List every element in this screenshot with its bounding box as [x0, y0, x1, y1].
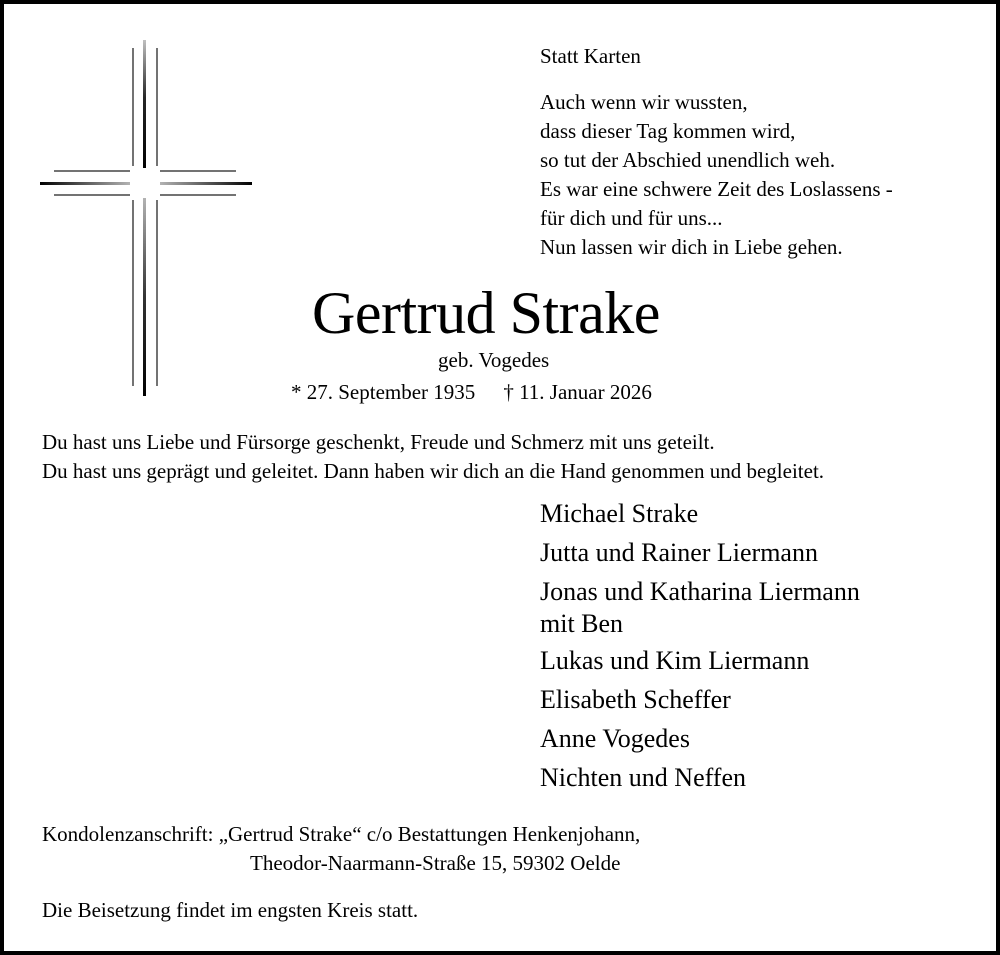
maiden-name: geb. Vogedes: [438, 348, 550, 372]
condolence-line: Kondolenzanschrift: „Gertrud Strake“ c/o Bestattungen Henkenjohann,: [42, 822, 641, 846]
statt-karten-label: Statt Karten: [540, 44, 641, 68]
poem-line: Auch wenn wir wussten,: [540, 90, 748, 114]
mourner: [540, 645, 860, 677]
mourner-name: Michael Strake: [540, 499, 699, 528]
cross-icon: [40, 40, 252, 396]
mourner: [540, 498, 860, 530]
mourner-name: Jonas und Katharina Liermann: [540, 577, 860, 606]
mourner: [540, 762, 860, 794]
poem-line: für dich und für uns...: [540, 206, 723, 230]
poem-line: dass dieser Tag kommen wird,: [540, 119, 796, 143]
mourner-name: Anne Vogedes: [540, 724, 690, 753]
mourner: [540, 537, 860, 569]
mourner: [540, 576, 860, 640]
dedication: [42, 428, 824, 486]
condolence-line: Theodor-Naarmann-Straße 15, 59302 Oelde: [250, 851, 621, 875]
poem-line: Es war eine schwere Zeit des Loslassens -: [540, 177, 893, 201]
dedication-line: Du hast uns geprägt und geleitet. Dann haben wir dich an die Hand genommen und begleitet.: [42, 459, 825, 483]
mourner-name: Nichten und Neffen: [540, 763, 747, 792]
death-date: † 11. Januar 2026: [503, 380, 652, 404]
mourner-name: Elisabeth Scheffer: [540, 685, 731, 714]
mourner-name: Jutta und Rainer Liermann: [540, 538, 818, 567]
poem: [540, 88, 893, 262]
dedication-line: Du hast uns Liebe und Fürsorge geschenkt, Freude und Schmerz mit uns geteilt.: [42, 430, 715, 454]
mourner: [540, 684, 860, 716]
deceased-name: Gertrud Strake: [312, 280, 660, 346]
burial-note: Die Beisetzung findet im engsten Kreis statt.: [42, 898, 419, 922]
mourner-name: Lukas und Kim Liermann: [540, 646, 810, 675]
mourner: [540, 723, 860, 755]
poem-line: so tut der Abschied unendlich weh.: [540, 148, 836, 172]
life-dates: [291, 378, 652, 406]
condolence-address: [42, 820, 640, 878]
poem-line: Nun lassen wir dich in Liebe gehen.: [540, 235, 843, 259]
mourners-list: [540, 498, 860, 801]
birth-date: * 27. September 1935: [291, 380, 476, 404]
mourner-name-addition: mit Ben: [540, 609, 624, 638]
